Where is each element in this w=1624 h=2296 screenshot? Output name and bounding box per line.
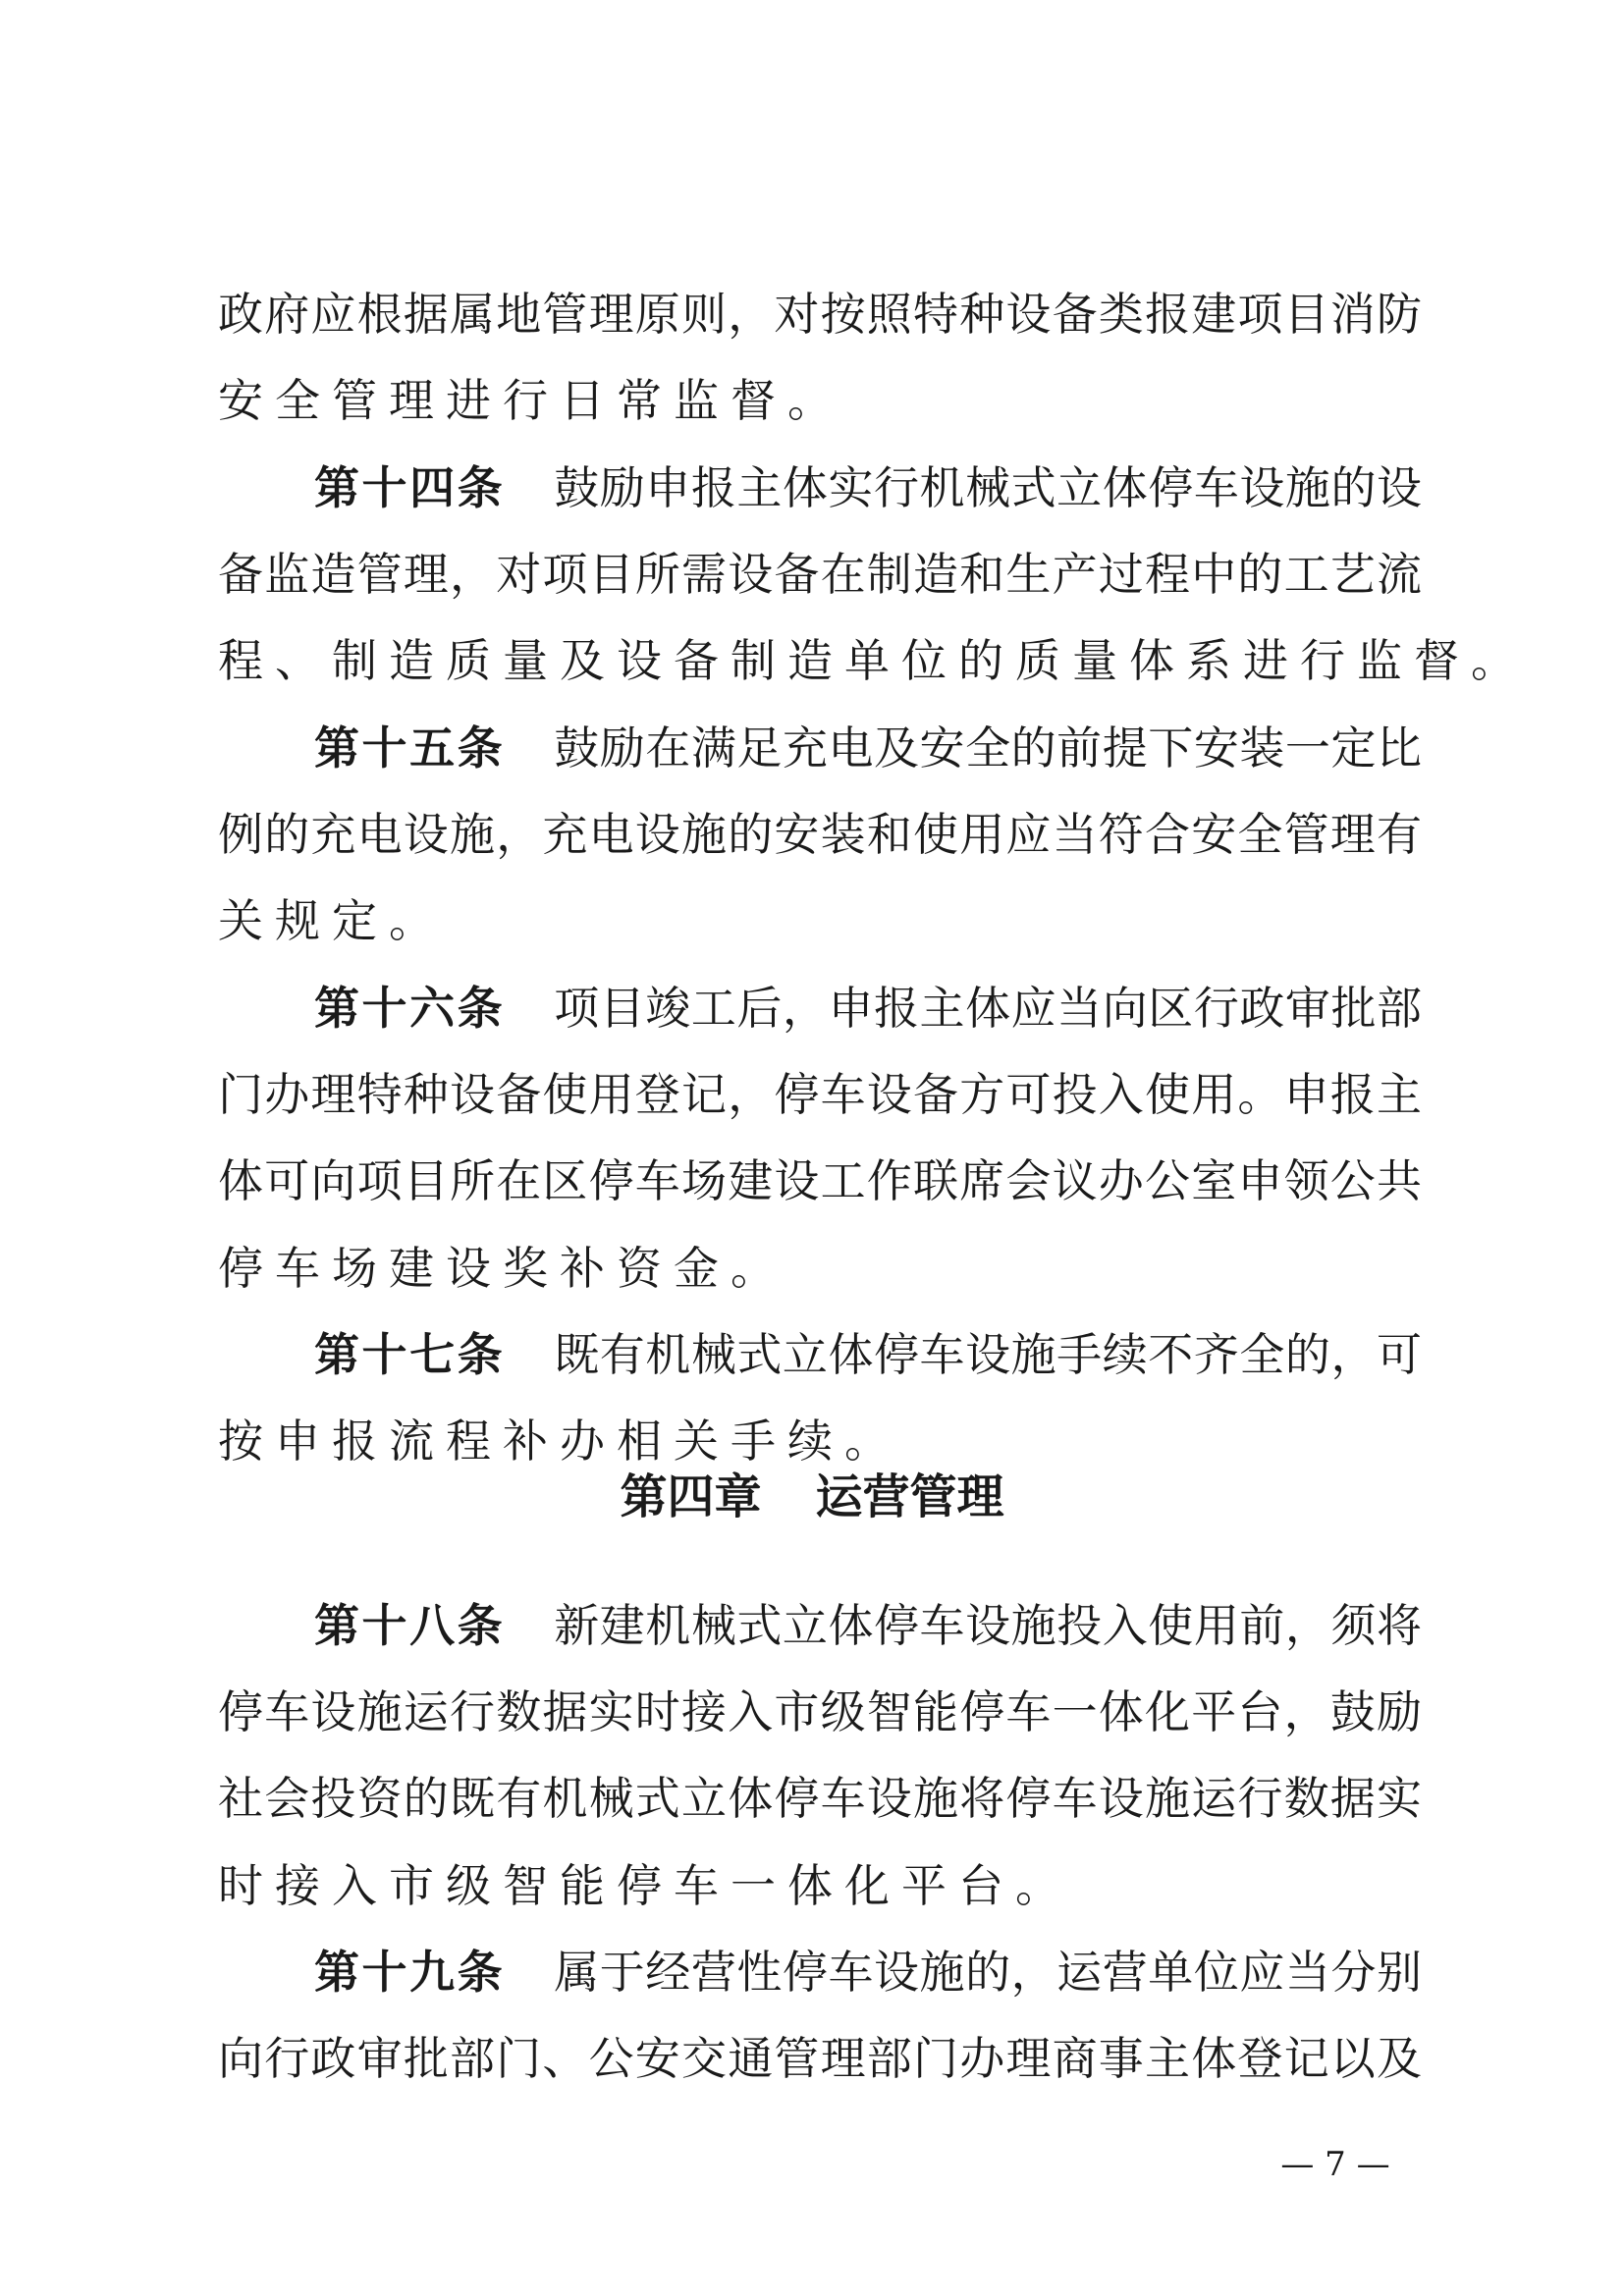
article-17-first-line xyxy=(314,1325,1422,1384)
paragraph-line: 门办理特种设备使用登记，停车设备方可投入使用。申报主 xyxy=(218,1068,1422,1121)
chapter-heading xyxy=(0,1463,1624,1531)
article-14-first-line xyxy=(314,458,1422,517)
article-text: 鼓励在满足充电及安全的前提下安装一定比 xyxy=(554,721,1423,774)
page-number: — 7 — xyxy=(1280,2145,1390,2184)
paragraph-line: 程、制造质量及设备制造单位的质量体系进行监督。 xyxy=(218,634,1528,687)
chapter-number: 第四章 xyxy=(620,1469,762,1524)
article-18-first-line xyxy=(314,1596,1422,1655)
paragraph-line: 按申报流程补办相关手续。 xyxy=(218,1415,901,1468)
article-16-first-line xyxy=(314,979,1422,1038)
paragraph-line: 时接入市级智能停车一体化平台。 xyxy=(218,1859,1072,1912)
paragraph-line: 社会投资的既有机械式立体停车设施将停车设施运行数据实 xyxy=(218,1772,1422,1825)
paragraph-line: 政府应根据属地管理原则，对按照特种设备类报建项目消防 xyxy=(218,288,1422,341)
article-19-first-line xyxy=(314,1943,1422,2002)
article-text: 项目竣工后，申报主体应当向区行政审批部 xyxy=(554,982,1423,1035)
paragraph-line: 停车设施运行数据实时接入市级智能停车一体化平台，鼓励 xyxy=(218,1685,1422,1738)
article-label: 第十五条 xyxy=(314,721,506,774)
article-text: 既有机械式立体停车设施手续不齐全的，可 xyxy=(554,1328,1423,1381)
article-label: 第十八条 xyxy=(314,1599,506,1652)
paragraph-line: 体可向项目所在区停车场建设工作联席会议办公室申领公共 xyxy=(218,1154,1422,1207)
paragraph-line: 备监造管理，对项目所需设备在制造和生产过程中的工艺流 xyxy=(218,548,1422,601)
article-label: 第十四条 xyxy=(314,461,506,514)
paragraph-line: 向行政审批部门、公安交通管理部门办理商事主体登记以及 xyxy=(218,2032,1422,2085)
article-label: 第十六条 xyxy=(314,982,506,1035)
article-text: 新建机械式立体停车设施投入使用前，须将 xyxy=(554,1599,1423,1652)
article-label: 第十九条 xyxy=(314,1946,506,1999)
paragraph-line: 停车场建设奖补资金。 xyxy=(218,1242,787,1295)
paragraph-line: 安全管理进行日常监督。 xyxy=(218,374,844,427)
article-label: 第十七条 xyxy=(314,1328,506,1381)
article-text: 属于经营性停车设施的，运营单位应当分别 xyxy=(554,1946,1423,1999)
paragraph-line: 关规定。 xyxy=(218,894,446,947)
paragraph-line: 例的充电设施，充电设施的安装和使用应当符合安全管理有 xyxy=(218,808,1422,861)
chapter-title: 运营管理 xyxy=(815,1469,1004,1524)
article-15-first-line xyxy=(314,719,1422,777)
article-text: 鼓励申报主体实行机械式立体停车设施的设 xyxy=(554,461,1423,514)
